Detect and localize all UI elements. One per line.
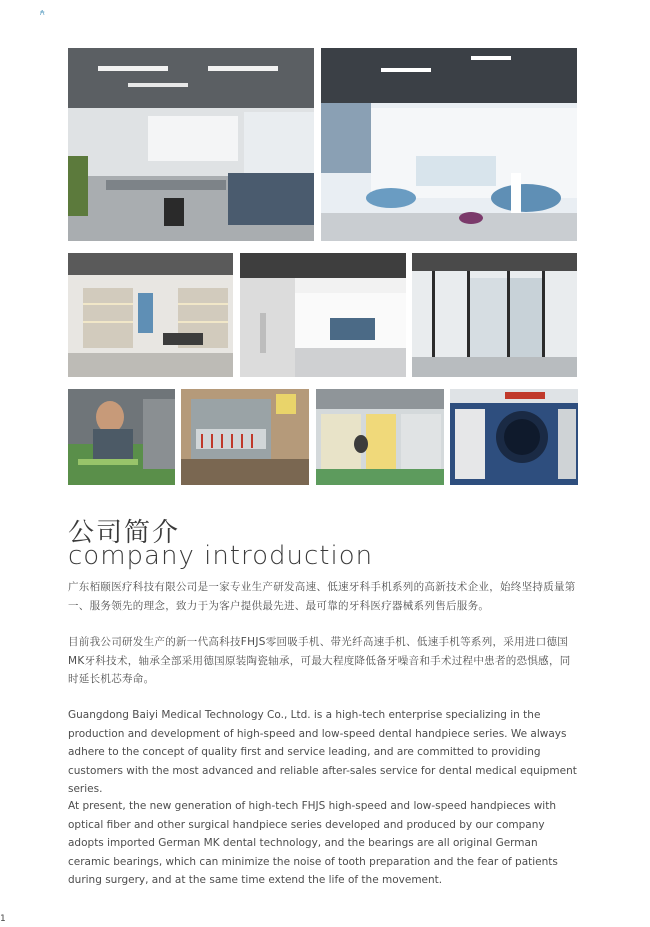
parts-tray-machine-photo bbox=[181, 389, 309, 485]
intro-paragraph-en-1: Guangdong Baiyi Medical Technology Co., Ltd. is a high-tech enterprise specializing in the production and development of high-speed and low-speed dental handpiece series. We always adhere to the concept of quality first and service leading, and are committed to providing customers with the most advanced and reliable after-sales service for dental medical equipment series. bbox=[68, 709, 577, 795]
intro-paragraph-cn-2: 目前我公司研发生产的新一代高科技FHJS零回吸手机、带光纤高速手机、低速手机等系列，采用进口德国MK牙科技术，轴承全部采用德国原装陶瓷轴承，可最大程度降低备牙噪音和手术过程中患者的恐惧感，同时延长机芯寿命。 bbox=[68, 636, 571, 685]
section-title-cn: 公司简介 bbox=[68, 518, 181, 548]
intro-paragraph-en-2: At present, the new generation of high-tech FHJS high-speed and low-speed handpieces with optical fiber and other surgical handpiece series developed and produced by our company adopts imported German MK dental technology, and the bearings are all original German ceramic bearings, which can minimize the noise of tooth preparation and the fear of patients during surgery, and at the same time extend the life of the movement. bbox=[68, 800, 558, 886]
intro-paragraph-cn-1: 广东栢颐医疗科技有限公司是一家专业生产研发高速、低速牙科手机系列的高新技术企业，始终坚持质量第一、服务领先的理念，致力于为客户提供最先进、最可靠的牙科医疗器械系列售后服务。 bbox=[68, 581, 576, 612]
product-display-photo bbox=[68, 253, 233, 377]
reception-lobby-photo bbox=[240, 253, 406, 377]
glass-corridor-photo bbox=[412, 253, 577, 377]
brand-logo-mark: ₳ bbox=[40, 9, 45, 17]
office-photo bbox=[68, 48, 314, 241]
page-number: 1 bbox=[0, 914, 6, 924]
section-title-en: company introduction bbox=[68, 541, 374, 571]
cnc-factory-floor-photo bbox=[316, 389, 444, 485]
brother-cnc-panel-photo bbox=[450, 389, 578, 485]
assembly-worker-photo bbox=[68, 389, 175, 485]
dental-showroom-photo bbox=[321, 48, 577, 241]
